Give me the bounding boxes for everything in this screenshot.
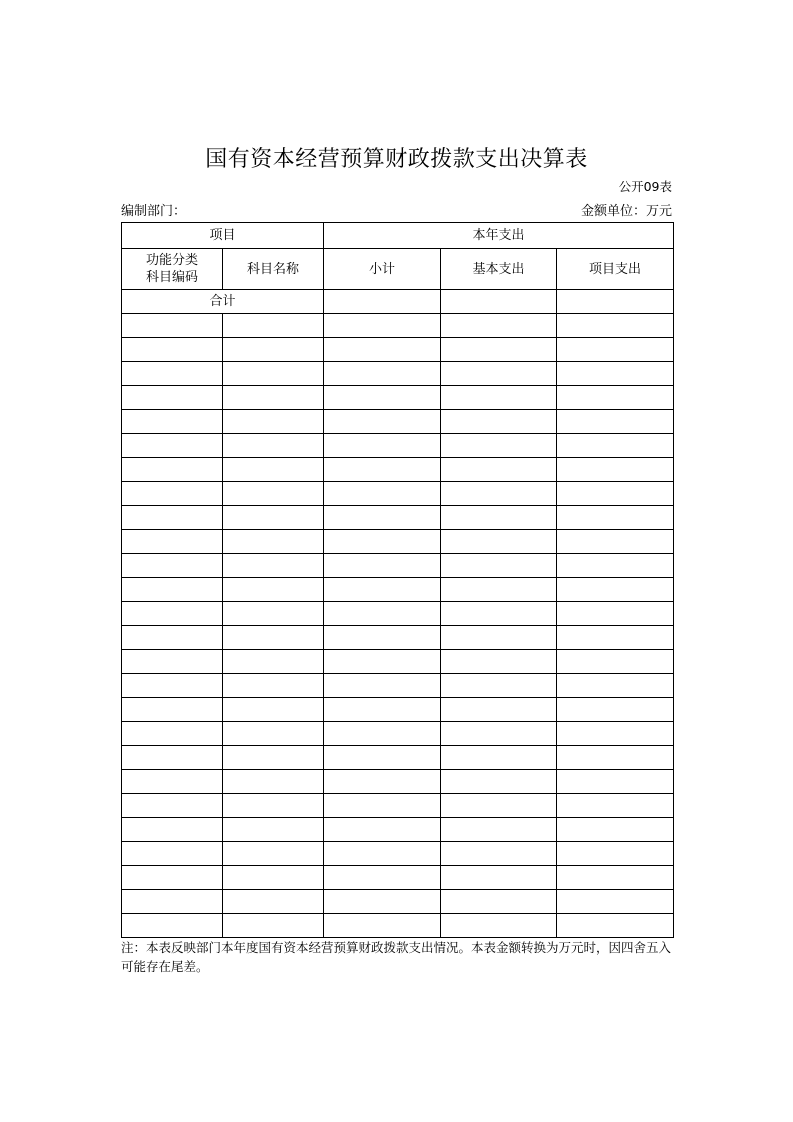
- basic-expenditure-cell: [441, 506, 557, 530]
- function-code-cell: [122, 578, 223, 602]
- basic-expenditure-cell: [441, 842, 557, 866]
- function-code-cell: [122, 794, 223, 818]
- project-expenditure-cell: [557, 410, 674, 434]
- basic-expenditure-cell: [441, 770, 557, 794]
- table-row: [122, 842, 674, 866]
- header-item: 项目: [122, 223, 324, 249]
- subtotal-cell: [324, 434, 441, 458]
- basic-expenditure-cell: [441, 626, 557, 650]
- subtotal-cell: [324, 338, 441, 362]
- subject-name-cell: [223, 314, 324, 338]
- subject-name-cell: [223, 698, 324, 722]
- table-row: [122, 458, 674, 482]
- table-row: [122, 338, 674, 362]
- subject-name-cell: [223, 650, 324, 674]
- project-expenditure-cell: [557, 362, 674, 386]
- function-code-cell: [122, 698, 223, 722]
- function-code-cell: [122, 554, 223, 578]
- footnote: 注：本表反映部门本年度国有资本经营预算财政拨款支出情况。本表金额转换为万元时，因四舍五入可能存在尾差。: [121, 940, 672, 974]
- project-expenditure-cell: [557, 530, 674, 554]
- department-label: 编制部门：: [121, 204, 187, 219]
- function-code-cell: [122, 602, 223, 626]
- total-basic-cell: [441, 290, 557, 314]
- function-code-cell: [122, 458, 223, 482]
- table-row: [122, 578, 674, 602]
- project-expenditure-cell: [557, 770, 674, 794]
- subtotal-cell: [324, 458, 441, 482]
- subtotal-cell: [324, 818, 441, 842]
- function-code-cell: [122, 506, 223, 530]
- basic-expenditure-cell: [441, 530, 557, 554]
- subtotal-cell: [324, 722, 441, 746]
- header-subtotal: 小计: [324, 249, 441, 290]
- subject-name-cell: [223, 890, 324, 914]
- subtotal-cell: [324, 362, 441, 386]
- basic-expenditure-cell: [441, 602, 557, 626]
- basic-expenditure-cell: [441, 866, 557, 890]
- header-project-expenditure: 项目支出: [557, 249, 674, 290]
- project-expenditure-cell: [557, 386, 674, 410]
- function-code-cell: [122, 890, 223, 914]
- total-project-cell: [557, 290, 674, 314]
- project-expenditure-cell: [557, 818, 674, 842]
- subject-name-cell: [223, 362, 324, 386]
- basic-expenditure-cell: [441, 746, 557, 770]
- unit-label: 金额单位：万元: [580, 204, 672, 219]
- table-row: [122, 554, 674, 578]
- project-expenditure-cell: [557, 674, 674, 698]
- subject-name-cell: [223, 386, 324, 410]
- subtotal-cell: [324, 698, 441, 722]
- table-row: [122, 722, 674, 746]
- basic-expenditure-cell: [441, 314, 557, 338]
- header-current-year-expenditure: 本年支出: [324, 223, 674, 249]
- header-subject-name: 科目名称: [223, 249, 324, 290]
- subtotal-cell: [324, 554, 441, 578]
- header-basic-expenditure: 基本支出: [441, 249, 557, 290]
- subtotal-cell: [324, 410, 441, 434]
- function-code-cell: [122, 434, 223, 458]
- subtotal-cell: [324, 890, 441, 914]
- table-row: [122, 674, 674, 698]
- basic-expenditure-cell: [441, 674, 557, 698]
- function-code-cell: [122, 362, 223, 386]
- project-expenditure-cell: [557, 506, 674, 530]
- table-row: [122, 746, 674, 770]
- subject-name-cell: [223, 866, 324, 890]
- subject-name-cell: [223, 842, 324, 866]
- basic-expenditure-cell: [441, 362, 557, 386]
- basic-expenditure-cell: [441, 818, 557, 842]
- function-code-cell: [122, 482, 223, 506]
- table-row: [122, 410, 674, 434]
- project-expenditure-cell: [557, 482, 674, 506]
- subject-name-cell: [223, 674, 324, 698]
- subtotal-cell: [324, 770, 441, 794]
- table-row: [122, 314, 674, 338]
- basic-expenditure-cell: [441, 410, 557, 434]
- project-expenditure-cell: [557, 578, 674, 602]
- header-function-code: 功能分类 科目编码: [122, 249, 223, 290]
- basic-expenditure-cell: [441, 794, 557, 818]
- subject-name-cell: [223, 410, 324, 434]
- subject-name-cell: [223, 458, 324, 482]
- table-row: [122, 818, 674, 842]
- function-code-cell: [122, 338, 223, 362]
- subject-name-cell: [223, 794, 324, 818]
- column-header-row: [122, 249, 674, 290]
- subtotal-cell: [324, 530, 441, 554]
- subtotal-cell: [324, 914, 441, 938]
- function-code-cell: [122, 770, 223, 794]
- subject-name-cell: [223, 770, 324, 794]
- function-code-cell: [122, 314, 223, 338]
- expenditure-table: [121, 222, 674, 938]
- project-expenditure-cell: [557, 866, 674, 890]
- function-code-cell: [122, 530, 223, 554]
- table-row: [122, 434, 674, 458]
- subtotal-cell: [324, 482, 441, 506]
- subtotal-cell: [324, 650, 441, 674]
- group-header-row: [122, 223, 674, 249]
- page-title: 国有资本经营预算财政拨款支出决算表: [205, 147, 588, 172]
- basic-expenditure-cell: [441, 890, 557, 914]
- function-code-cell: [122, 410, 223, 434]
- subtotal-cell: [324, 506, 441, 530]
- project-expenditure-cell: [557, 338, 674, 362]
- subtotal-cell: [324, 602, 441, 626]
- subtotal-cell: [324, 842, 441, 866]
- function-code-cell: [122, 722, 223, 746]
- project-expenditure-cell: [557, 602, 674, 626]
- form-code: 公开09表: [618, 179, 672, 194]
- basic-expenditure-cell: [441, 578, 557, 602]
- subject-name-cell: [223, 602, 324, 626]
- subject-name-cell: [223, 530, 324, 554]
- subtotal-cell: [324, 578, 441, 602]
- table-row: [122, 386, 674, 410]
- subject-name-cell: [223, 338, 324, 362]
- table-row: [122, 866, 674, 890]
- project-expenditure-cell: [557, 794, 674, 818]
- subject-name-cell: [223, 746, 324, 770]
- table-row: [122, 650, 674, 674]
- project-expenditure-cell: [557, 650, 674, 674]
- table-row: [122, 626, 674, 650]
- function-code-cell: [122, 650, 223, 674]
- subject-name-cell: [223, 722, 324, 746]
- project-expenditure-cell: [557, 698, 674, 722]
- function-code-cell: [122, 386, 223, 410]
- basic-expenditure-cell: [441, 458, 557, 482]
- table-row: [122, 602, 674, 626]
- project-expenditure-cell: [557, 458, 674, 482]
- subject-name-cell: [223, 626, 324, 650]
- project-expenditure-cell: [557, 554, 674, 578]
- project-expenditure-cell: [557, 314, 674, 338]
- project-expenditure-cell: [557, 914, 674, 938]
- table-row: [122, 890, 674, 914]
- basic-expenditure-cell: [441, 386, 557, 410]
- basic-expenditure-cell: [441, 434, 557, 458]
- basic-expenditure-cell: [441, 482, 557, 506]
- table-row: [122, 506, 674, 530]
- table-row: [122, 530, 674, 554]
- subject-name-cell: [223, 482, 324, 506]
- project-expenditure-cell: [557, 434, 674, 458]
- basic-expenditure-cell: [441, 698, 557, 722]
- basic-expenditure-cell: [441, 338, 557, 362]
- basic-expenditure-cell: [441, 554, 557, 578]
- total-subtotal-cell: [324, 290, 441, 314]
- project-expenditure-cell: [557, 722, 674, 746]
- table-row: [122, 698, 674, 722]
- table-row: [122, 794, 674, 818]
- total-row: [122, 290, 674, 314]
- basic-expenditure-cell: [441, 722, 557, 746]
- subtotal-cell: [324, 626, 441, 650]
- function-code-cell: [122, 914, 223, 938]
- subject-name-cell: [223, 554, 324, 578]
- table-row: [122, 770, 674, 794]
- function-code-cell: [122, 866, 223, 890]
- subtotal-cell: [324, 794, 441, 818]
- basic-expenditure-cell: [441, 650, 557, 674]
- function-code-cell: [122, 674, 223, 698]
- project-expenditure-cell: [557, 626, 674, 650]
- subtotal-cell: [324, 866, 441, 890]
- table-row: [122, 362, 674, 386]
- function-code-cell: [122, 842, 223, 866]
- subject-name-cell: [223, 506, 324, 530]
- subtotal-cell: [324, 386, 441, 410]
- table-row: [122, 482, 674, 506]
- basic-expenditure-cell: [441, 914, 557, 938]
- table-row: [122, 914, 674, 938]
- subject-name-cell: [223, 914, 324, 938]
- subtotal-cell: [324, 314, 441, 338]
- function-code-cell: [122, 626, 223, 650]
- total-label: 合计: [122, 290, 324, 314]
- project-expenditure-cell: [557, 746, 674, 770]
- project-expenditure-cell: [557, 890, 674, 914]
- function-code-cell: [122, 746, 223, 770]
- subtotal-cell: [324, 746, 441, 770]
- project-expenditure-cell: [557, 842, 674, 866]
- subject-name-cell: [223, 434, 324, 458]
- function-code-cell: [122, 818, 223, 842]
- subject-name-cell: [223, 818, 324, 842]
- subtotal-cell: [324, 674, 441, 698]
- subject-name-cell: [223, 578, 324, 602]
